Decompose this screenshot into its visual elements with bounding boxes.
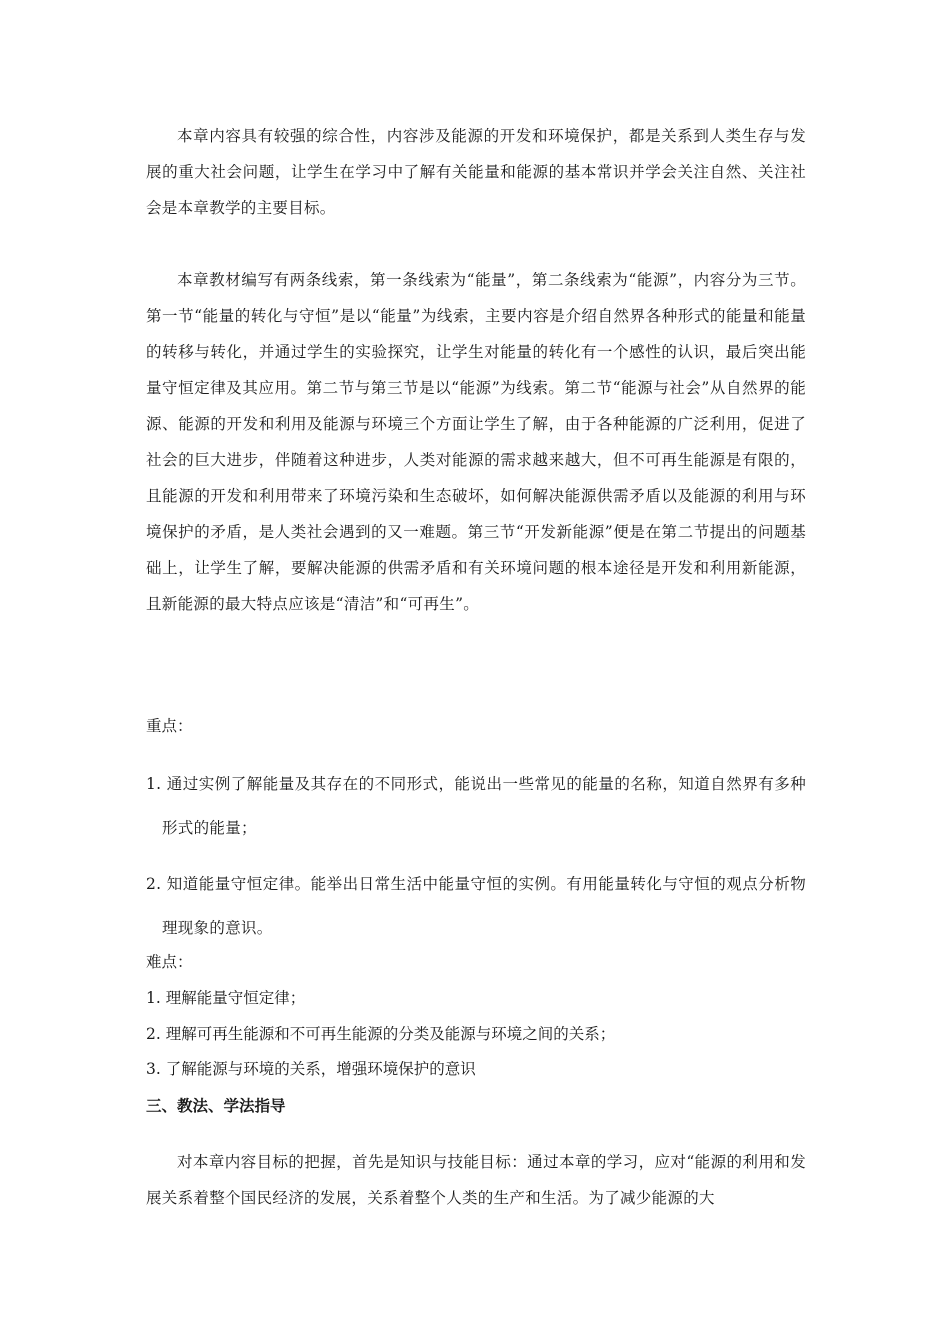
difficulty-item-1: 1. 理解能量守恒定律； <box>146 989 306 1007</box>
intro-paragraph: 本章内容具有较强的综合性，内容涉及能源的开发和环境保护，都是关系到人类生存与发展的重大社会问题，让学生在学习中了解有关能量和能源的基本常识并学会关注自然、关注社会是本章教学的主要目标。 <box>146 127 806 217</box>
difficulty-item-3: 3. 了解能源与环境的关系，增强环境保护的意识 <box>146 1060 476 1078</box>
section-heading: 三、教法、学法指导 <box>146 1097 286 1115</box>
key-points-label: 重点： <box>146 717 193 735</box>
difficulties-label: 难点： <box>146 953 193 971</box>
key-point-item-1: 1. 通过实例了解能量及其存在的不同形式，能说出一些常见的能量的名称，知道自然界有多种形式的能量； <box>146 775 806 837</box>
textbook-structure-paragraph: 本章教材编写有两条线索，第一条线索为“能量”，第二条线索为“能源”，内容分为三节。第一节“能量的转化与守恒”是以“能量”为线索，主要内容是介绍自然界各种形式的能量和能量的转移与转化，并通过学生的实验探究，让学生对能量的转化有一个感性的认识，最后突出能量守恒定律及其应用。第二节与第三节是以“能源”为线索。第二节“能源与社会”从自然界的能源、能源的开发和利用及能源与环境三个方面让学生了解，由于各种能源的广泛利用，促进了社会的巨大进步，伴随着这种进步，人类对能源的需求越来越大，但不可再生能源是有限的，且能源的开发和利用带来了环境污染和生态破坏，如何解决能源供需矛盾以及能源的利用与环境保护的矛盾，是人类社会遇到的又一难题。第三节“开发新能源”便是在第二节提出的问题基础上，让学生了解，要解决能源的供需矛盾和有关环境问题的根本途径是开发和利用新能源，且新能源的最大特点应该是“清洁”和“可再生”。 <box>146 271 806 613</box>
teaching-method-paragraph: 对本章内容目标的把握，首先是知识与技能目标：通过本章的学习，应对“能源的利用和发展关系着整个国民经济的发展，关系着整个人类的生产和生活。为了减少能源的大 <box>146 1153 806 1207</box>
key-point-item-2: 2. 知道能量守恒定律。能举出日常生活中能量守恒的实例。有用能量转化与守恒的观点分析物理现象的意识。 <box>146 875 806 937</box>
difficulty-item-2: 2. 理解可再生能源和不可再生能源的分类及能源与环境之间的关系； <box>146 1025 616 1043</box>
